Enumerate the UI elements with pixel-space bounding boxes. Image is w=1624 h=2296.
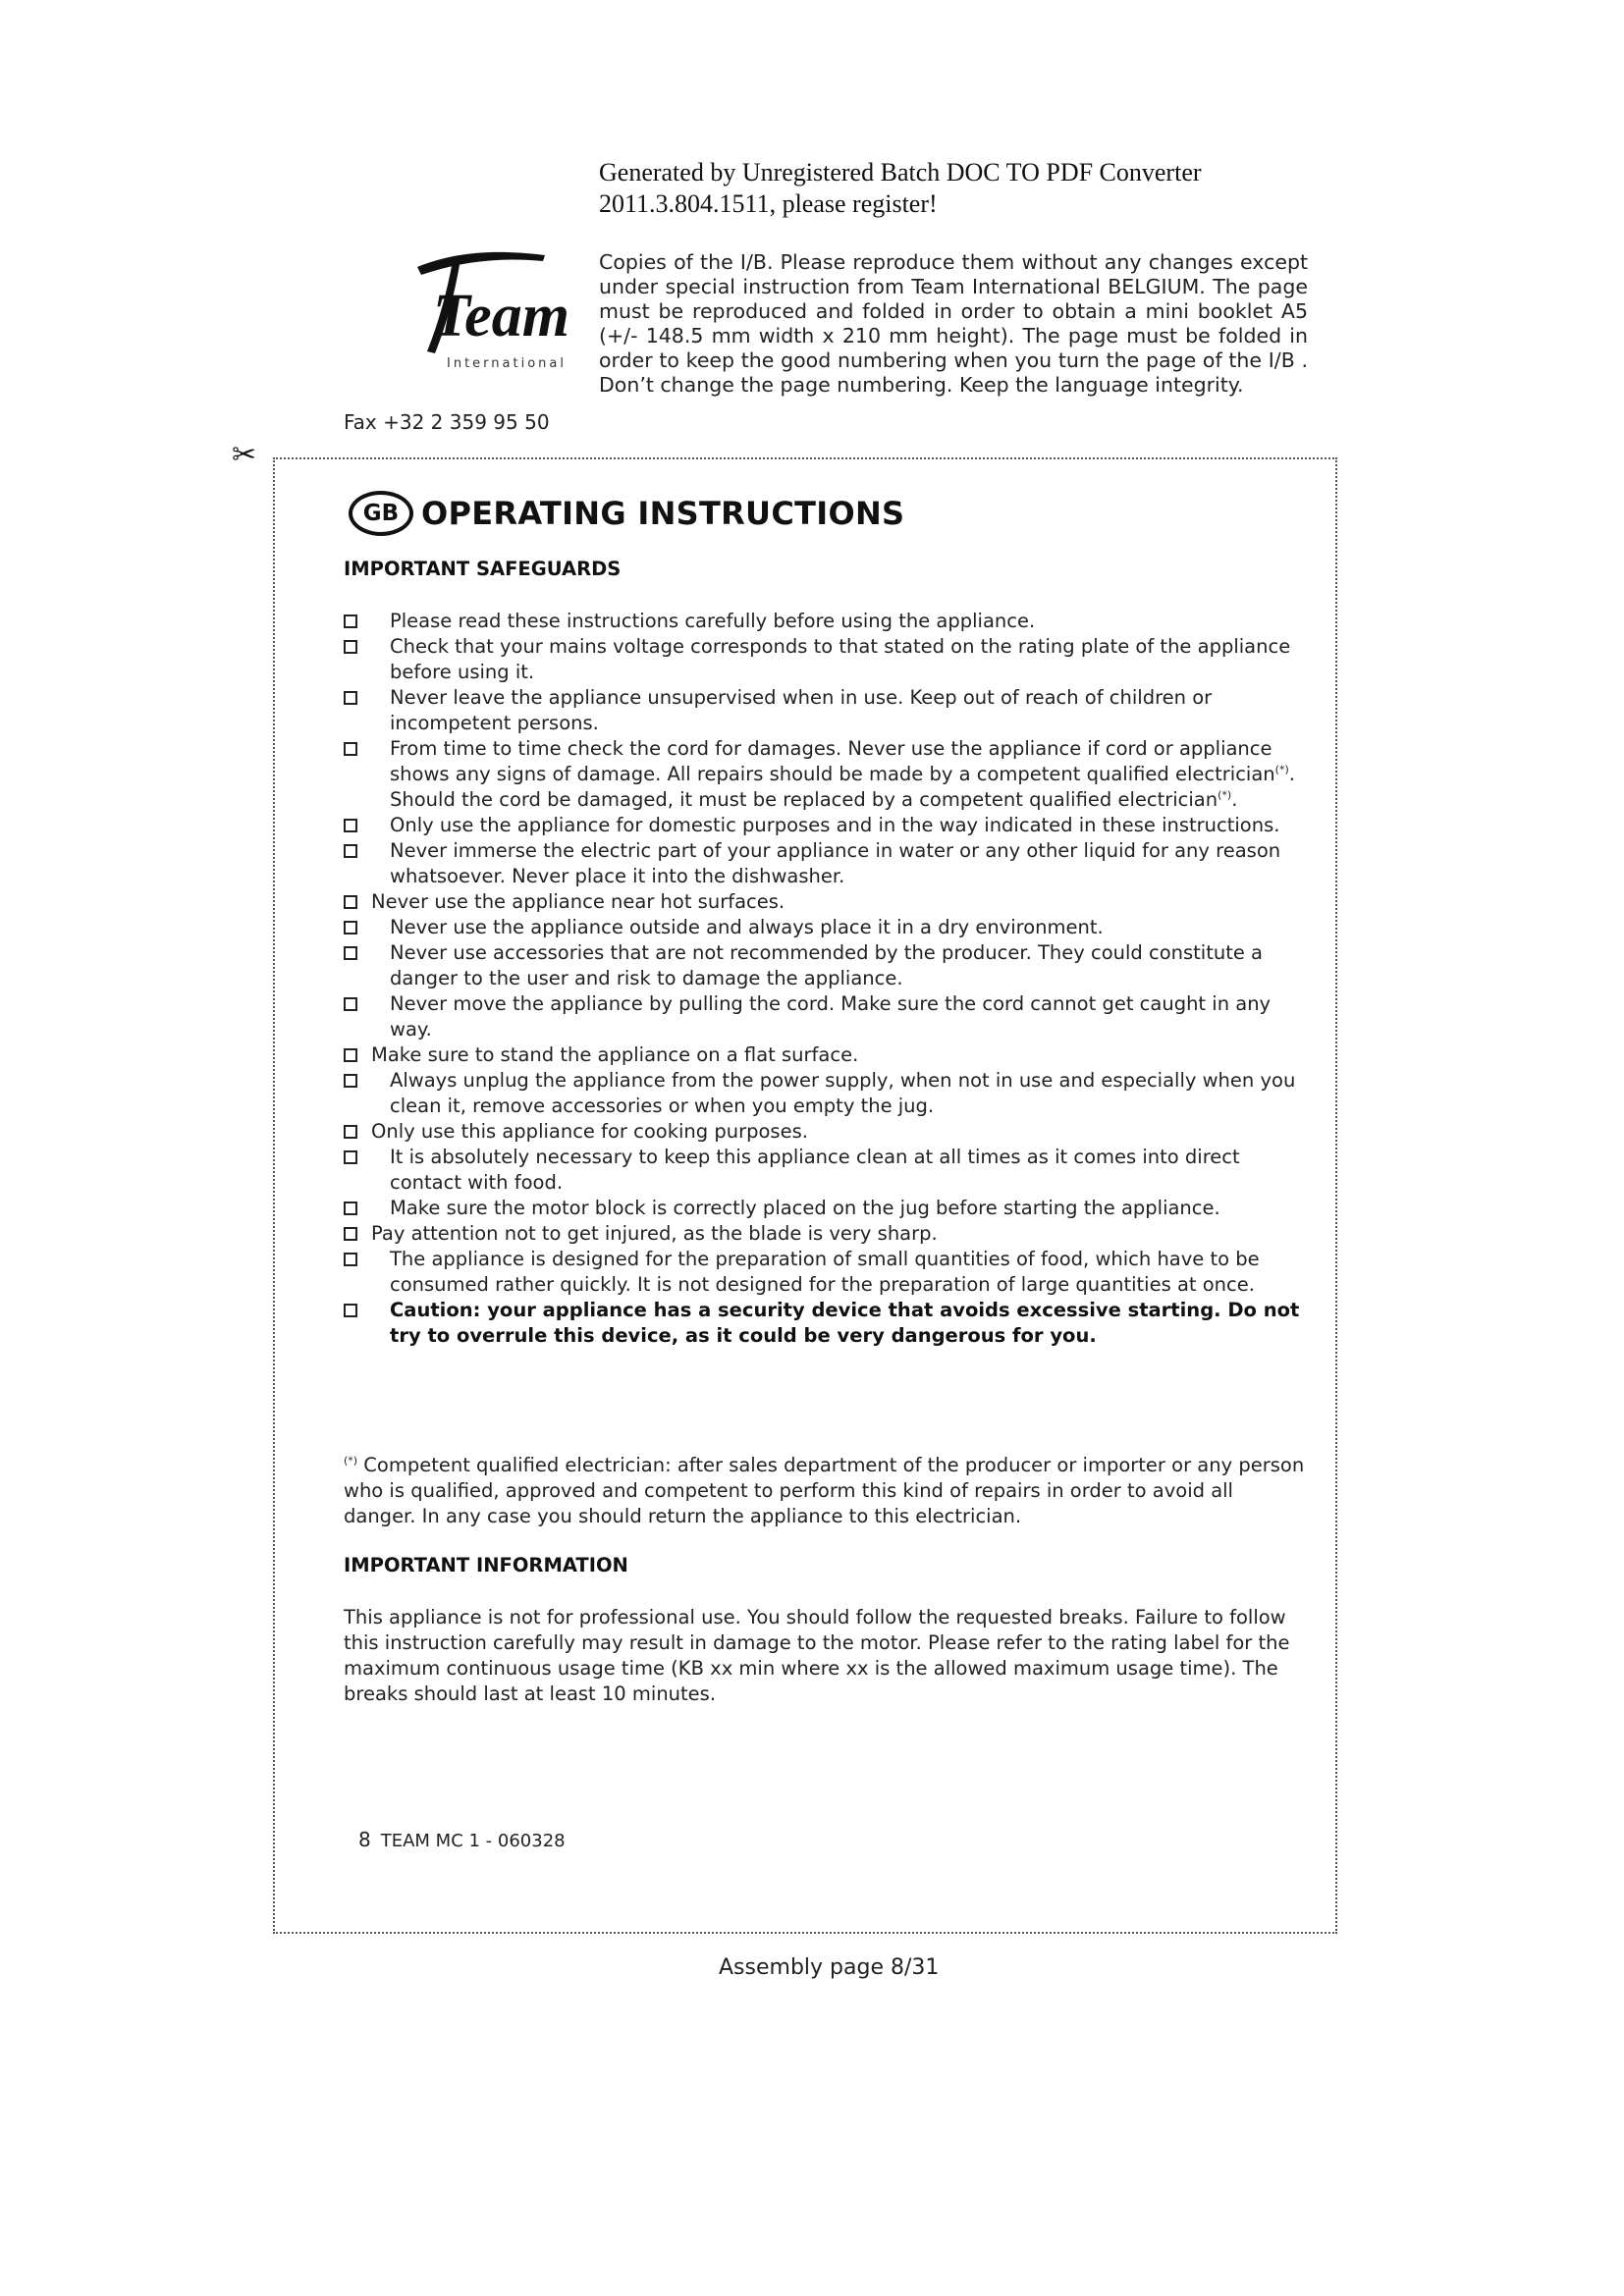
list-item: Always unplug the appliance from the power supply, when not in use and especially when you clean it, remove accessories or when you empty the jug. [344,1068,1311,1119]
page-title: OPERATING INSTRUCTIONS [421,495,905,532]
model-code: TEAM MC 1 - 060328 [380,1831,566,1851]
checkbox-icon [344,895,357,909]
information-title: IMPORTANT INFORMATION [344,1554,628,1576]
checkbox-icon [344,640,357,654]
list-item: Caution: your appliance has a security device that avoids excessive starting. Do not try to overrule this device, as it could be very dangerous for you. [344,1298,1311,1349]
page-heading [349,489,904,538]
list-item: Only use the appliance for domestic purposes and in the way indicated in these instructions. [344,813,1311,838]
list-item: Never move the appliance by pulling the cord. Make sure the cord cannot get caught in any way. [344,991,1311,1042]
list-item: Never use accessories that are not recommended by the producer. They could constitute a danger to the user and risk to damage the appliance. [344,940,1311,991]
list-item: From time to time check the cord for damages. Never use the appliance if cord or appliance shows any signs of damage. All repairs should be made by a competent qualified electrician(*). Should the cord be damaged, it must be replaced by a competent qualified electrician(*). [344,736,1311,813]
list-item: Please read these instructions carefully before using the appliance. [344,609,1311,634]
team-international-logo [378,245,569,373]
gb-language-badge: GB [349,491,413,536]
copies-note: Copies of the I/B. Please reproduce them without any changes except under special instruction from Team International BELGIUM. The page must be reproduced and folded in order to obtain a mini booklet A5 (+/- 148.5 mm width x 210 mm height). The page must be folded in order to keep the good numbering when you turn the page of the I/B . Don’t change the page numbering. Keep the language integrity. [599,250,1308,397]
checkbox-icon [344,946,357,960]
checkbox-icon [344,1227,357,1241]
list-item: Make sure to stand the appliance on a flat surface. [344,1042,1311,1068]
scissors-icon: ✂ [232,438,257,472]
page-footer [358,1828,566,1851]
list-item: Make sure the motor block is correctly placed on the jug before starting the appliance. [344,1196,1311,1221]
checkbox-icon [344,742,357,756]
list-item: Only use this appliance for cooking purposes. [344,1119,1311,1145]
list-item: Check that your mains voltage corresponds to that stated on the rating plate of the appliance before using it. [344,634,1311,685]
page-number: 8 [358,1828,371,1851]
footnote: (*) Competent qualified electrician: after sales department of the producer or importer or any person who is qualified, approved and competent to perform this kind of repairs in order to avoid all danger. In any case you should return the appliance to this electrician. [344,1454,1305,1527]
list-item: Never leave the appliance unsupervised when in use. Keep out of reach of children or incompetent persons. [344,685,1311,736]
checkbox-icon [344,691,357,705]
checkbox-icon [344,921,357,934]
checkbox-icon [344,997,357,1011]
checkbox-icon [344,819,357,832]
list-item: Never use the appliance outside and always place it in a dry environment. [344,915,1311,940]
safeguards-title: IMPORTANT SAFEGUARDS [344,558,622,580]
checkbox-icon [344,1304,357,1317]
checkbox-icon [344,1048,357,1062]
list-item: Pay attention not to get injured, as the blade is very sharp. [344,1221,1311,1247]
svg-text:International: International [447,356,567,371]
fax-number: Fax +32 2 359 95 50 [344,410,550,434]
converter-notice: Generated by Unregistered Batch DOC TO PDF Converter 2011.3.804.1511, please register! [599,158,1202,218]
list-item: Never immerse the electric part of your appliance in water or any other liquid for any reason whatsoever. Never place it into the dishwasher. [344,838,1311,889]
checkbox-icon [344,1253,357,1266]
list-item: It is absolutely necessary to keep this appliance clean at all times as it comes into direct contact with food. [344,1145,1311,1196]
information-text: This appliance is not for professional use. You should follow the requested breaks. Failure to follow this instruction carefully may result in damage to the motor. Please refer to the rating label for the maximum continuous usage time (KB xx min where xx is the allowed maximum usage time). The breaks should last at least 10 minutes. [344,1606,1290,1705]
checkbox-icon [344,1125,357,1139]
list-item: The appliance is designed for the preparation of small quantities of food, which have to be consumed rather quickly. It is not designed for the preparation of large quantities at once. [344,1247,1311,1298]
checkbox-icon [344,1201,357,1215]
checkbox-icon [344,614,357,628]
checkbox-icon [344,844,357,858]
list-item: Never use the appliance near hot surfaces. [344,889,1311,915]
safeguards-list [344,609,1311,1349]
checkbox-icon [344,1150,357,1164]
assembly-page: Assembly page 8/31 [719,1955,940,1980]
checkbox-icon [344,1074,357,1088]
svg-text:Team: Team [433,283,569,349]
